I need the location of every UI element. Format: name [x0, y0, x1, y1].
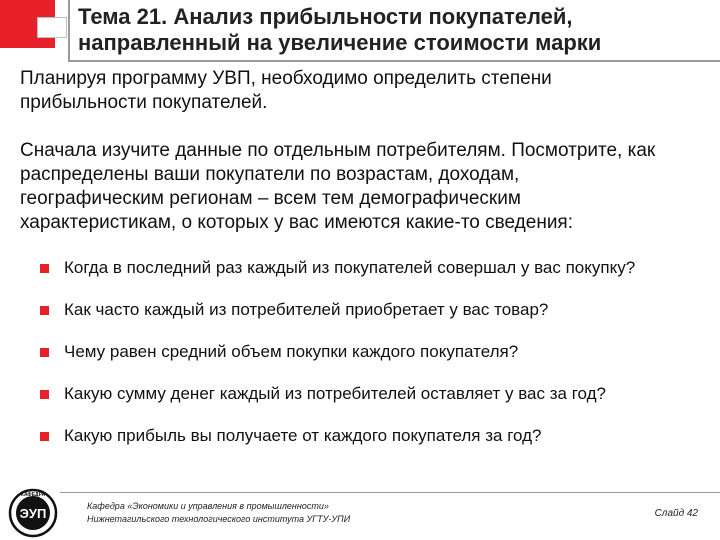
- bullet-square-icon: [40, 264, 49, 273]
- list-item-text: Чему равен средний объем покупки каждого покупателя?: [64, 342, 519, 361]
- footer-caption: [87, 500, 350, 526]
- page-title: [78, 4, 718, 56]
- bullet-square-icon: [40, 348, 49, 357]
- list-item: [40, 298, 700, 340]
- intro-line-2: прибыльности покупателей.: [20, 92, 268, 113]
- list-item-text: Как часто каждый из потребителей приобретает у вас товар?: [64, 300, 549, 319]
- title-frame: [68, 0, 720, 62]
- logo-text: ЭУП: [19, 506, 47, 521]
- department-logo: [8, 488, 58, 538]
- question-list: [40, 256, 700, 466]
- list-item: [40, 340, 700, 382]
- title-line-1: Тема 21. Анализ прибыльности покупателей,: [78, 4, 573, 29]
- list-item-text: Когда в последний раз каждый из покупателей совершал у вас покупку?: [64, 258, 636, 277]
- list-item-text: Какую прибыль вы получаете от каждого покупателя за год?: [64, 426, 542, 445]
- list-item: [40, 256, 700, 298]
- footer-line-2: Нижнетагильского технологического института УГТУ-УПИ: [87, 514, 351, 524]
- bullet-square-icon: [40, 306, 49, 315]
- list-item: [40, 382, 700, 424]
- bullet-square-icon: [40, 390, 49, 399]
- intro-paragraph: [20, 67, 710, 115]
- body-line-3: географическим регионам – всем тем демографическим: [20, 188, 521, 209]
- body-line-1: Сначала изучите данные по отдельным потребителям. Посмотрите, как: [20, 140, 656, 161]
- body-paragraph: [20, 139, 710, 235]
- title-line-2: направленный на увеличение стоимости марки: [78, 30, 602, 55]
- logo-top-text: КАФЕДРА: [20, 492, 46, 498]
- list-item-text: Какую сумму денег каждый из потребителей оставляет у вас за год?: [64, 384, 606, 403]
- intro-line-1: Планируя программу УВП, необходимо определить степени: [20, 68, 552, 89]
- body-line-2: распределены ваши покупатели по возрастам, доходам,: [20, 164, 520, 185]
- footer-line-1: Кафедра «Экономики и управления в промышленности»: [87, 501, 329, 511]
- list-item: [40, 424, 700, 466]
- footer-divider: [60, 492, 720, 493]
- corner-accent-white: [37, 17, 67, 38]
- slide-number: Слайд 42: [654, 508, 698, 519]
- bullet-square-icon: [40, 432, 49, 441]
- body-line-4: характеристикам, о которых у вас имеются какие-то сведения:: [20, 212, 574, 233]
